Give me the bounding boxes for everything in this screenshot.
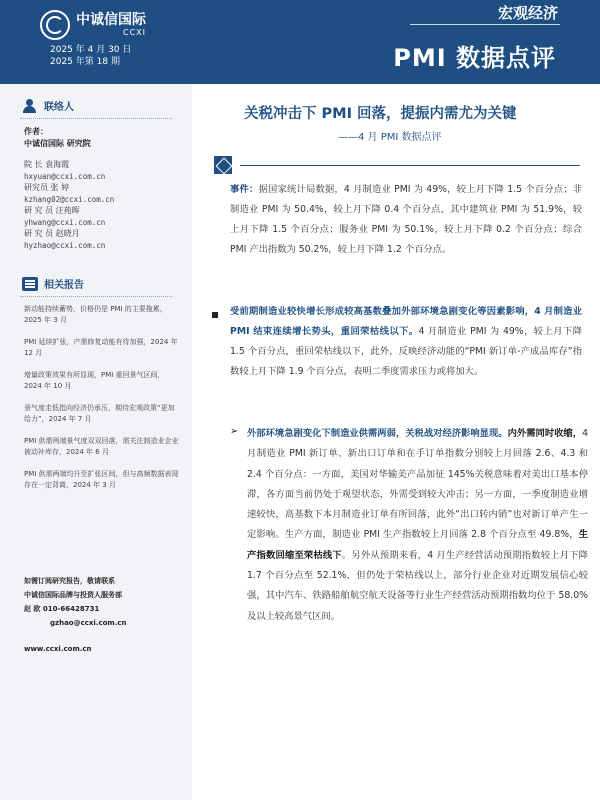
author-email[interactable]: hxyuan@ccxi.com.cn [24,171,106,181]
contact-block [24,574,127,656]
author-role: 院 长 袁海霞 [24,160,70,169]
contacts-heading-label: 联络人 [44,102,74,113]
author-role: 研 究 员 赵晓月 [24,229,80,238]
author-email[interactable]: kzhang02@ccxi.com.cn [24,194,115,204]
author-role: 研 究 员 汪苑晖 [24,206,80,215]
related-report-item[interactable]: PMI 供需两端景气度双双回落，需关注制造业企业被动补库存，2024 年 6 月 [24,437,179,456]
report-title: 关税冲击下 PMI 回落，提振内需尤为关键 [244,106,517,122]
related-report-item[interactable]: 增量政策效果有所显现，PMI 重回景气区间，2024 年 10 月 [24,371,165,390]
report-date: 2025 年 4 月 30 日 [50,45,132,55]
related-heading-label: 相关报告 [44,280,84,291]
para2-lead: 外部环境急剧变化下制造业供需两弱，关税战对经济影响显现。 [247,428,508,439]
manufacturing-paragraph [230,302,582,382]
author-role: 研究员 张 婷 [24,183,70,192]
event-text: 据国家统计局数据，4 月制造业 PMI 为 49%，较上月下降 1.5 个百分点；非制造业 PMI 为 50.4%，较上月下降 0.4 个百分点，其中建筑业 PMI 为 51.9%，较上月下降 1.5 个百分点；服务业 PMI 为 50.1%，较上月下降 0.2 个百分点；综合 PMI 产出指数为 50.2%，较上月下降 1.2 个百分点。 [230,184,582,255]
related-report-item[interactable]: PMI 延续扩张，产需修复动能有待加强，2024 年 12 月 [24,338,178,357]
para1-lead: 受前期制造业较快增长形成较高基数叠加外部环境急剧变化等因素影响，4 月制造业 PMI 结束连续增长势头，重回荣枯线以下。 [230,306,582,337]
contact-email[interactable]: gzhao@ccxi.com.cn [50,619,127,627]
diamond-icon [214,156,232,174]
related-report-item[interactable]: 景气度走低指向经济仍承压，期待宏观政策“更加给力”，2024 年 7 月 [24,404,175,423]
report-type: PMI 数据点评 [393,44,556,72]
sidebar-divider [20,118,172,119]
website-link[interactable]: www.ccxi.com.cn [24,645,92,653]
event-paragraph [230,180,582,260]
contact-line: 如需订阅研究报告，敬请联系 [24,577,115,585]
supply-demand-paragraph [247,424,588,627]
report-date-block [50,44,131,68]
contact-line: 中诚信国际品牌与投资人服务部 [24,591,122,599]
para2-bold1: 内外需同时收缩， [507,428,583,439]
report-subtitle: ——4 月 PMI 数据点评 [338,132,442,143]
section-divider [410,24,560,25]
para2-text1: 4 月制造业 PMI 新订单、新出口订单和在手订单指数分别较上月回落 2.6、4.3 和 2.4 个百分点：一方面，美国对华输美产品加征 145%关税意味着对美出口基本停滞，各方面当前仍处于观望状态，外需受到较大冲击；另一方面，一季度制造业增速较快，高基数下本月制造业订单有所回落，此外“出口转内销”也对新订单产生一定影响。生产方面，制造业 PMI 生产指数较上月回落 2.8 个百分点至 49.8%， [247,428,588,541]
title-divider [240,165,580,166]
para1-text: 4 月制造业 PMI 为 49%，较上月下降 1.5 个百分点，重回荣枯线以下，此外，反映经济动能的“PMI 新订单-产成品库存”指数较上月下降 1.9 个百分点，表明二季度需求压力或将加大。 [230,326,582,377]
square-bullet-icon [212,312,218,318]
company-logo [40,10,146,40]
related-report-item[interactable]: 新动能持续蓄势，价格仍是 PMI 的主要拖累，2025 年 3 月 [24,305,167,324]
related-report-item[interactable]: PMI 供需两端均升至扩张区间，但与高频数据表现存在一定背离，2024 年 3 月 [24,470,179,489]
report-issue: 2025 年第 18 期 [50,57,120,67]
para2-text2: 。另外从预期来看，4 月生产经营活动预期指数较上月下降 1.7 个百分点至 52.1%，但仍处于荣枯线以上，部分行业企业对近期发展信心较强，其中汽车、铁路船舶航空航天设备等行业生产经营活动预期指数均位于 58.0%及以上较高景气区间。 [247,549,588,622]
author-email[interactable]: hyzhao@ccxi.com.cn [24,240,106,250]
contacts-heading [22,98,74,113]
logo-name: 中诚信国际 [76,12,146,28]
document-icon [22,277,38,291]
related-reports-list [24,304,180,502]
section-tag: 宏观经济 [497,4,558,22]
logo-sub: CCXI [122,28,146,37]
sidebar-divider [20,296,172,297]
author-email[interactable]: yhwang@ccxi.com.cn [24,217,106,227]
authors-label: 作者： [24,127,48,136]
authors-block [24,126,114,251]
person-icon [22,99,38,113]
event-label: 事件： [230,184,259,195]
report-header [0,0,600,84]
para2-bold2: 生产指数回缩至荣枯线下 [247,529,588,561]
arrow-bullet-icon: ➢ [230,426,239,437]
related-heading [22,276,84,291]
contact-line: 赵 欧 010-66428731 [24,605,100,613]
logo-icon [40,10,70,40]
authors-org: 中诚信国际 研究院 [24,138,91,148]
